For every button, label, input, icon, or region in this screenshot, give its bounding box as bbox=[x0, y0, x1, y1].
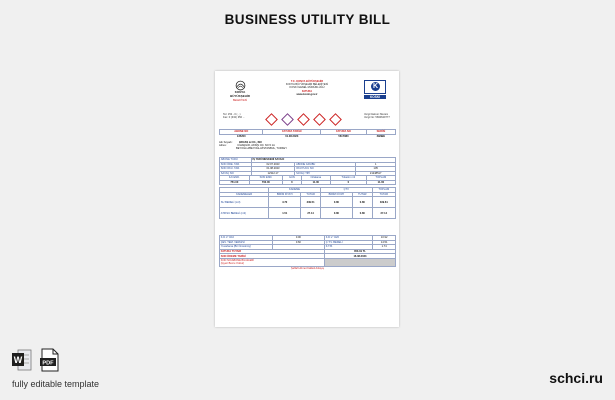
stamp-icon bbox=[281, 113, 294, 126]
header-line-1: T.C. KONYA BÜYÜKŞEHİR bbox=[290, 80, 324, 83]
customer-block bbox=[219, 141, 396, 151]
reading-header: TOPLAM bbox=[366, 176, 395, 181]
page-title: BUSINESS UTILITY BILL bbox=[224, 12, 391, 27]
due-label: SON ÖDEME TARİHİ bbox=[220, 254, 325, 259]
caption: fully editable template bbox=[12, 379, 100, 389]
consumer-note-2: (İşyeri Borcu Yoktur) bbox=[220, 262, 245, 266]
header-fatura: FATURA bbox=[301, 89, 313, 93]
details-row: ABONE TÜRÜ İŞ YERİ MESKENİ SAYACI bbox=[220, 158, 396, 163]
shaded-cell bbox=[324, 259, 395, 267]
customer-address-1: CİHANGİR, AKSİN CD. NO.5 1A bbox=[237, 144, 275, 148]
info-value: ZB6BE bbox=[376, 134, 386, 138]
reading-header: SON END. bbox=[249, 176, 282, 181]
charge-group-header: TOPLAM bbox=[372, 188, 395, 193]
reading-value: 0 bbox=[283, 180, 301, 185]
totals-row: ÇEV. TEM. VERGİSİ 0.60 Ç.T.V. BEDELİ 14.51 bbox=[220, 240, 396, 245]
format-icons bbox=[12, 348, 68, 372]
totals-row: K.D.V. %10 0.00 K.D.V. %20 10.92 bbox=[220, 236, 396, 241]
footer-note: Şeffaf Hizmet Kaliteli Anlayış bbox=[291, 267, 324, 270]
reading-header: GÜN bbox=[283, 176, 301, 181]
brand-watermark: schci.ru bbox=[549, 370, 603, 386]
info-value: 01.08.2023 bbox=[285, 134, 299, 138]
customer-name: BRASS & CO., INC bbox=[239, 141, 263, 144]
charge-group-header: KADEME bbox=[269, 188, 321, 193]
reading-header: İLK END. bbox=[220, 176, 250, 181]
charge-subheader: TUTAR bbox=[372, 192, 395, 197]
koski-emblem-icon: K bbox=[364, 80, 386, 94]
reading-value: 762.00 bbox=[249, 180, 282, 185]
logo-name: KONYA bbox=[234, 90, 246, 94]
details-row: SAYAÇ NO 12312.17 SAYAÇ TİPİ 21248517 bbox=[220, 171, 396, 176]
info-value: 5617880 bbox=[338, 134, 349, 138]
stamp-icon bbox=[265, 113, 278, 126]
svg-text:PDF: PDF bbox=[42, 360, 54, 367]
utility-bill-document bbox=[215, 71, 399, 327]
details-table bbox=[219, 157, 396, 176]
logo-sub: BELEDİYESİ bbox=[233, 98, 247, 102]
reading-table bbox=[219, 175, 396, 185]
reading-header: Ortalama bbox=[301, 176, 330, 181]
reading-value: 11.00 bbox=[366, 180, 395, 185]
charge-row: ATIKSU BEDELİ (m3) 1.51 27.14 0.80 0.80 27.14 bbox=[220, 208, 396, 219]
tax-info: Vergi Dairesi: Meram Vergi No: 5690629777 bbox=[364, 113, 390, 120]
consumer-row bbox=[220, 259, 396, 267]
koski-logo bbox=[360, 80, 390, 99]
totals-table bbox=[219, 235, 396, 267]
reading-header: Tüketim m3 bbox=[330, 176, 366, 181]
info-table bbox=[219, 129, 396, 138]
koski-label: KOSKİ bbox=[364, 95, 386, 99]
details-row: SON ÖDE. TAR. 02.07.2023 ABONE GRUBU 1 bbox=[220, 162, 396, 167]
svg-text:W: W bbox=[13, 355, 23, 365]
stamp-icon bbox=[313, 113, 326, 126]
info-header: SERİSİ bbox=[366, 130, 395, 135]
pdf-file-icon bbox=[40, 348, 60, 372]
due-value: 16.08.2023 bbox=[324, 254, 395, 259]
customer-address-2: BEYOĞLU/BEYOĞLU/İSTANBUL, TURKEY bbox=[236, 147, 287, 151]
stamp-icon bbox=[329, 113, 342, 126]
info-value: 135200 bbox=[236, 134, 246, 138]
reading-value: 751.00 bbox=[220, 180, 250, 185]
details-row: SON OKU. TAR. 01.08.2023 OKUYUCU NO 105 bbox=[220, 167, 396, 172]
reading-value: 0 bbox=[330, 180, 366, 185]
consumer-note-1: KOD NO/ABONE BİLGİLERİ bbox=[220, 259, 254, 263]
charge-subheader: TUTAR bbox=[353, 192, 373, 197]
amount-label: FATURA TUTARI bbox=[220, 249, 325, 254]
info-header: ABONE NO bbox=[220, 130, 263, 135]
info-header: FATURA TARİHİ bbox=[263, 130, 321, 135]
stamp-row bbox=[265, 114, 349, 126]
stamp-icon bbox=[297, 113, 310, 126]
header-line-2: KONYA BÜYÜKŞEHİR BELEDİYESİ bbox=[285, 83, 329, 87]
header-line-3: KOSKİ GENEL MÜDÜRLÜĞÜ bbox=[289, 86, 325, 90]
totals-row: Yuvarlama (Bir Önceki Ay) K.T.B. 1.74 bbox=[220, 245, 396, 250]
charges-table bbox=[219, 187, 396, 219]
charge-subheader: TUTAR bbox=[301, 192, 321, 197]
name-label: Adı Soyadı: bbox=[219, 141, 233, 144]
charge-group-header: ÇTV bbox=[320, 188, 372, 193]
address-label: Adres: bbox=[219, 144, 227, 148]
charge-subheader: BİRİM FİYATI bbox=[269, 192, 301, 197]
konya-logo bbox=[227, 80, 253, 102]
charge-row: SU BEDELİ (m3) 3.70 339.51 0.80 0.80 339.61 bbox=[220, 197, 396, 208]
charge-subheader: BİRİM FİYATI bbox=[320, 192, 352, 197]
charge-subheader: KADEMELER bbox=[220, 192, 269, 197]
amount-value: 353.19 TL bbox=[324, 249, 395, 254]
info-header: FATURA NO bbox=[321, 130, 367, 135]
website: www.koski.gov.tr bbox=[296, 92, 318, 96]
word-file-icon bbox=[12, 348, 32, 372]
bill-header bbox=[267, 80, 347, 96]
logo-name-2: BÜYÜKŞEHİR bbox=[230, 93, 250, 98]
contact-info: Tel: 153 - 0 (...) Fax: 0 (332) 350 ... bbox=[223, 113, 245, 120]
reading-value: 11.00 bbox=[301, 180, 330, 185]
